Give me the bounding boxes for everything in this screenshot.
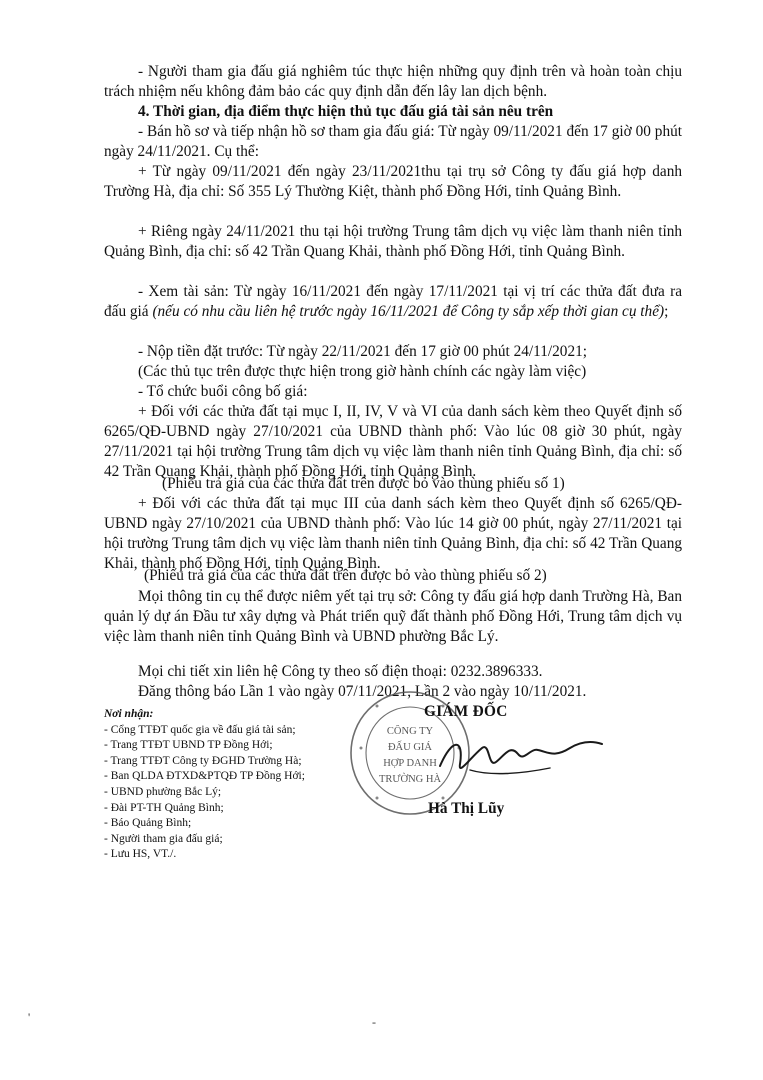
recipient-item: - Trang TTĐT UBND TP Đồng Hới; <box>104 739 273 752</box>
note-office-hours: (Các thủ tục trên được thực hiện trong giờ hành chính các ngày làm việc) <box>138 363 587 380</box>
seal-line: ĐẤU GIÁ <box>387 742 433 753</box>
paragraph-publication-dates: Đăng thông báo Lần 1 vào ngày 07/11/2021, Lần 2 vào ngày 10/11/2021. <box>138 683 587 700</box>
paragraph-deposit: - Nộp tiền đặt trước: Từ ngày 22/11/2021 đến 17 giờ 00 phút 24/11/2021; <box>138 343 587 360</box>
paragraph-office-collection: + Từ ngày 09/11/2021 đến ngày 23/11/2021thu tại trụ sở Công ty đấu giá hợp danh Trường Hà, địa chỉ: Số 355 Lý Thường Kiệt, thành phố Đồng Hới, tỉnh Quảng Bình. <box>104 163 682 200</box>
recipient-item: - Đài PT-TH Quảng Bình; <box>104 801 224 814</box>
paragraph-contact-phone: Mọi chi tiết xin liên hệ Công ty theo số điện thoại: 0232.3896333. <box>138 663 543 680</box>
view-property-note: (nếu có nhu cầu liên hệ trước ngày 16/11/2021 để Công ty sắp xếp thời gian cụ thể) <box>152 303 665 320</box>
seal-line: TRƯỜNG HÀ <box>378 774 442 785</box>
section-heading-4: 4. Thời gian, địa điểm thực hiện thủ tục đấu giá tài sản nêu trên <box>138 103 554 120</box>
paragraph-view-property: - Xem tài sản: Từ ngày 16/11/2021 đến ngày 17/11/2021 tại vị trí các thửa đất đưa ra đấu giá (nếu có nhu cầu liên hệ trước ngày 16/11/2021 để Công ty sắp xếp thời gian cụ thể); <box>104 283 682 320</box>
paragraph-price-announcement: - Tổ chức buổi công bố giá: <box>138 383 308 400</box>
recipient-item: - Người tham gia đấu giá; <box>104 832 223 845</box>
recipients-header: Nơi nhận: <box>104 708 154 720</box>
seal-line: CÔNG TY <box>386 726 434 737</box>
paragraph-sale-of-documents: - Bán hồ sơ và tiếp nhận hồ sơ tham gia đấu giá: Từ ngày 09/11/2021 đến 17 giờ 00 phút ngày 24/11/2021. Cụ thể: <box>104 123 682 160</box>
recipient-item: - Ban QLDA ĐTXD&PTQĐ TP Đồng Hới; <box>104 770 305 783</box>
paragraph-hall-collection: + Riêng ngày 24/11/2021 thu tại hội trường Trung tâm dịch vụ việc làm thanh niên tỉnh Quảng Bình, địa chỉ: số 42 Trần Quang Khải, thành phố Đồng Hới, tỉnh Quảng Bình. <box>104 223 682 260</box>
signer-title: GIÁM ĐỐC <box>424 703 508 720</box>
signer-name: Hà Thị Lũy <box>428 800 505 817</box>
recipient-item: - Trang TTĐT Công ty ĐGHD Trường Hà; <box>104 754 302 767</box>
recipients-list <box>104 707 384 863</box>
recipient-item: - UBND phường Bắc Lý; <box>104 785 222 798</box>
paragraph-session-1: + Đối với các thửa đất tại mục I, II, IV, V và VI của danh sách kèm theo Quyết định số 6265/QĐ-UBND ngày 27/10/2021 của UBND thành phố: Vào lúc 08 giờ 30 phút, ngày 27/11/2021 tại hội trường Trung tâm dịch vụ việc làm thanh niên tỉnh Quảng Bình, địa chỉ: số 42 Trần Quang Khải, thành phố Đồng Hới, tỉnh Quảng Bình. <box>104 403 682 480</box>
seal-line: HỢP DANH <box>383 758 437 769</box>
recipient-item: - Báo Quảng Bình; <box>104 817 192 830</box>
note-ballot-box-2: (Phiếu trả giá của các thửa đất trên được bỏ vào thùng phiếu số 2) <box>144 567 547 584</box>
paragraph-compliance: - Người tham gia đấu giá nghiêm túc thực hiện những quy định trên và hoàn toàn chịu trách nhiệm nếu không đảm bảo các quy định dẫn đến lây lan dịch bệnh. <box>104 63 682 100</box>
note-ballot-box-1: (Phiếu trả giá của các thửa đất trên được bỏ vào thùng phiếu số 1) <box>162 475 565 492</box>
scan-mark: ' <box>28 1010 31 1024</box>
handwritten-signature <box>430 718 610 798</box>
recipient-item: - Cổng TTĐT quốc gia về đấu giá tài sản; <box>104 723 296 736</box>
recipient-item: - Lưu HS, VT./. <box>104 848 177 861</box>
scan-mark: - <box>372 1015 376 1029</box>
paragraph-session-2: + Đối với các thửa đất tại mục III của danh sách kèm theo Quyết định số 6265/QĐ-UBND ngày 27/10/2021 của UBND thành phố: Vào lúc 14 giờ 00 phút, ngày 27/11/2021 tại hội trường Trung tâm dịch vụ việc làm thanh niên tỉnh Quảng Bình, địa chỉ: số 42 Trần Quang Khải, thành phố Đồng Hới, tỉnh Quảng Bình. <box>104 495 682 572</box>
paragraph-posting-locations: Mọi thông tin cụ thể được niêm yết tại trụ sở: Công ty đấu giá hợp danh Trường Hà, Ban quản lý dự án Đầu tư xây dựng và Phát triển quỹ đất thành phố Đồng Hới, Trung tâm dịch vụ việc làm thanh niên tỉnh Quảng Bình và UBND phường Bắc Lý. <box>104 588 682 645</box>
